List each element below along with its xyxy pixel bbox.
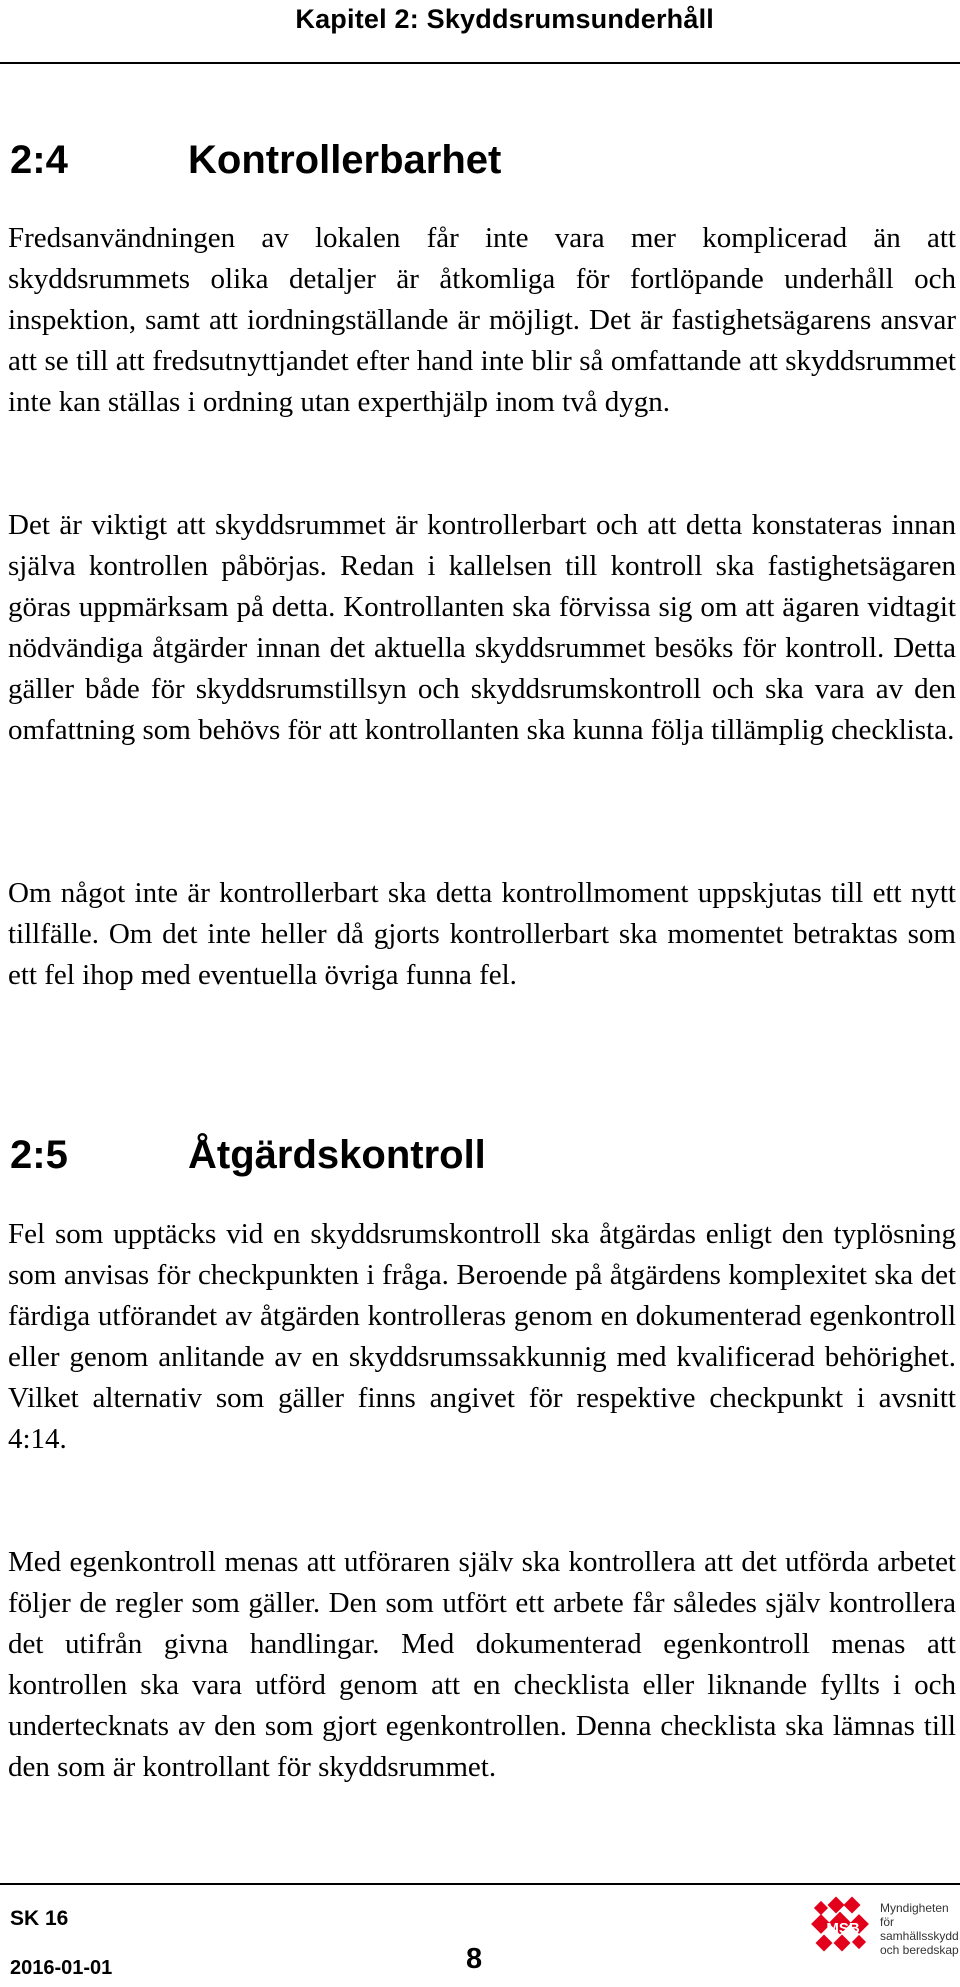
chapter-title: Kapitel 2: Skyddsrumsunderhåll (295, 4, 714, 34)
section-number: 2:5 (10, 1133, 68, 1177)
paragraph: Fel som upptäcks vid en skyddsrumskontroll ska åtgärdas enligt den typlösning som anvisas för checkpunkten i fråga. Beroende på åtgärdens komplexitet ska det färdiga utförandet av åtgärden kontrolleras genom en dokumenterad egenkontroll eller genom anlitande av en skyddsrumssakkunnig med kvalificerad behörighet. Vilket alternativ som gäller finns angivet för respektive checkpunkt i avsnitt 4:14. (8, 1218, 956, 1455)
page-header (0, 0, 960, 64)
paragraph: Fredsanvändningen av lokalen får inte vara mer komplicerad än att skyddsrummets olika detaljer är åtkomliga för fortlöpande underhåll och inspektion, samt att iordningställande är möjligt. Det är fastighetsägarens ansvar att se till att fredsutnyttjandet efter hand inte blir så omfattande att skyddsrummet inte kan ställas i ordning utan experthjälp inom två dygn. (8, 222, 956, 418)
section-number: 2:4 (10, 138, 68, 182)
section-title: Åtgärdskontroll (188, 1133, 486, 1177)
section-heading-2-5 (10, 1133, 486, 1178)
logo-text: Myndigheten för samhällsskydd och beredskap (880, 1901, 959, 1957)
msb-logo-icon (810, 1895, 876, 1961)
logo-label: MSB (826, 1920, 860, 1937)
document-date: 2016-01-01 (10, 1957, 113, 1979)
paragraph: Med egenkontroll menas att utföraren själv ska kontrollera att det utförda arbetet följer de regler som gäller. Den som utfört ett arbete får således själv kontrollera det utifrån givna handlingar. Med dokumenterad egenkontroll menas att kontrollen ska vara utförd genom att en checklista eller liknande fyllts i och undertecknats av den som gjort egenkontrollen. Denna checklista ska lämnas till den som är kontrollant för skyddsrummet. (8, 1546, 956, 1783)
paragraph: Om något inte är kontrollerbart ska detta kontrollmoment uppskjutas till ett nytt tillfälle. Om det inte heller då gjorts kontrollerbart ska momentet betraktas som ett fel ihop med eventuella övriga funna fel. (8, 877, 956, 991)
document-id: SK 16 (10, 1907, 69, 1930)
section-heading-2-4 (10, 138, 501, 183)
paragraph: Det är viktigt att skyddsrummet är kontrollerbart och att detta konstateras innan själva kontrollen påbörjas. Redan i kallelsen till kontroll ska fastighetsägaren göras uppmärksam på detta. Kontrollanten ska förvissa sig om att ägaren vidtagit nödvändiga åtgärder innan det aktuella skyddsrummet besöks för kontroll. Detta gäller både för skyddsrumstillsyn och skyddsrumskontroll och ska vara av den omfattning som behövs för att kontrollanten ska kunna följa tillämplig checklista. (8, 509, 956, 746)
msb-logo (810, 1895, 959, 1967)
page-number: 8 (466, 1943, 483, 1975)
page-footer (0, 1883, 960, 1987)
section-title: Kontrollerbarhet (188, 138, 502, 182)
